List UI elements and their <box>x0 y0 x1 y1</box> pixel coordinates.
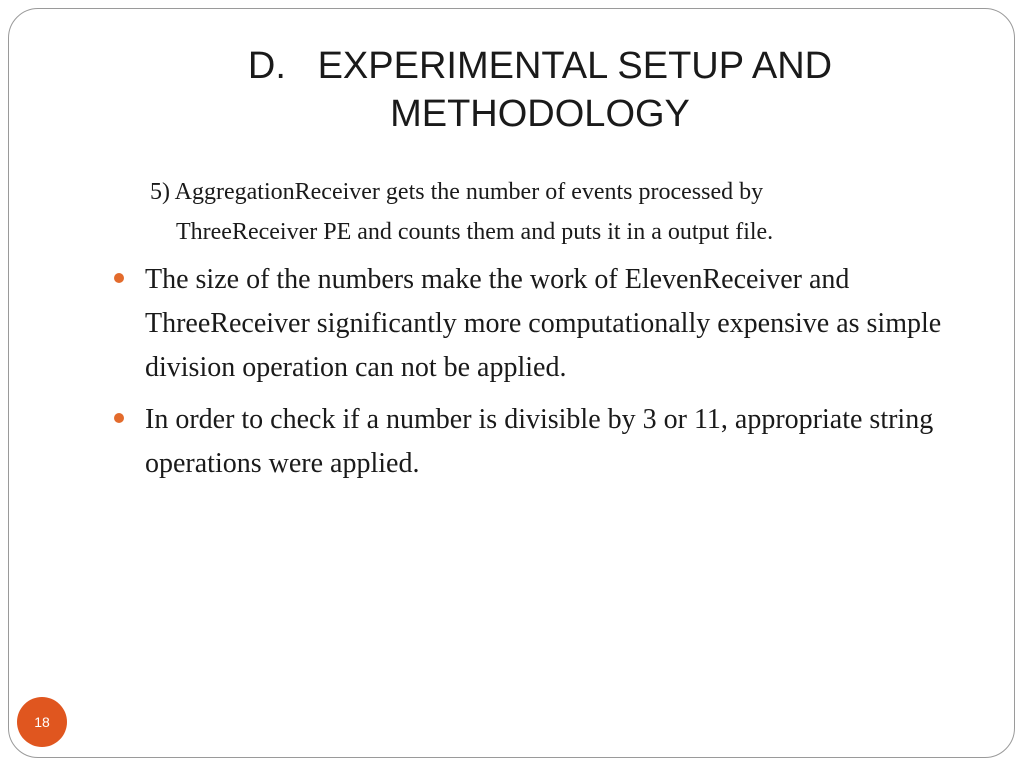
bullet-text: The size of the numbers make the work of ElevenReceiver and ThreeReceiver significantly more computationally expensive as simple division operation can not be applied. <box>145 264 942 383</box>
subpoint <box>150 172 950 252</box>
page-number: 18 <box>34 714 50 730</box>
bullet-dot-icon <box>114 413 124 423</box>
bullet-dot-icon <box>114 273 124 283</box>
bullet-list <box>112 258 952 494</box>
bullet-item <box>112 398 952 486</box>
bullet-text: In order to check if a number is divisible by 3 or 11, appropriate string operations were applied. <box>145 404 934 479</box>
subpoint-line-1: 5) AggregationReceiver gets the number of events processed by <box>150 179 764 205</box>
title-line-1: D. EXPERIMENTAL SETUP AND <box>247 45 833 87</box>
title-line-2: METHODOLOGY <box>390 93 690 135</box>
subpoint-line-2: ThreeReceiver PE and counts them and puts it in a output file. <box>176 219 774 245</box>
page-number-badge <box>17 697 67 747</box>
bullet-item <box>112 258 952 390</box>
slide-title <box>150 42 930 138</box>
